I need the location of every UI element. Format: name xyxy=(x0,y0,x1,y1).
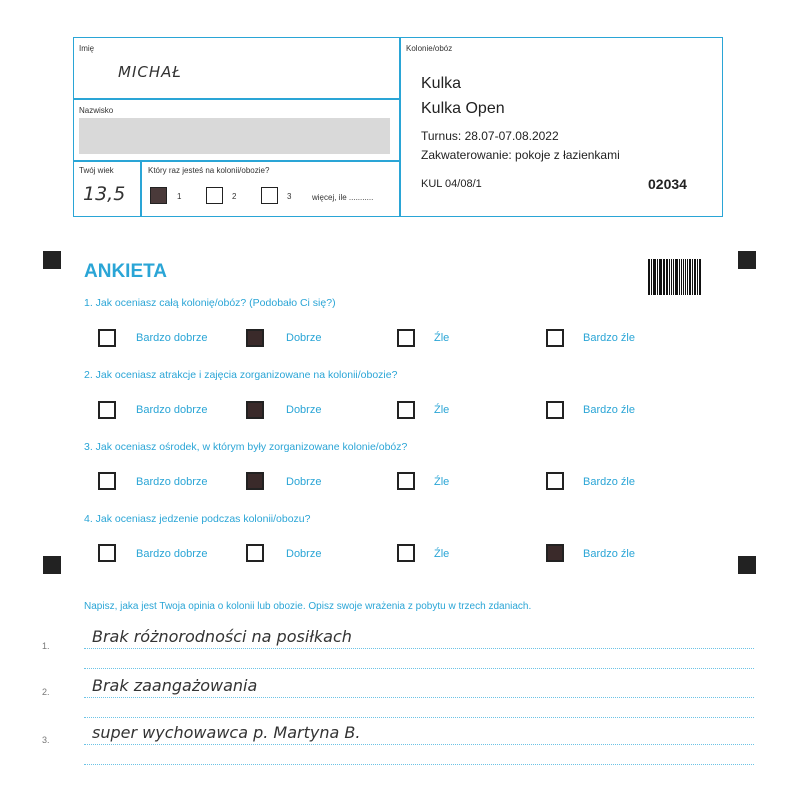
q1-label-zle: Źle xyxy=(434,332,450,344)
barcode-bar xyxy=(651,259,652,295)
wiek-label: Twój wiek xyxy=(79,166,114,175)
barcode-bar xyxy=(663,259,664,295)
q1-box-bardzo-zle[interactable] xyxy=(546,329,564,347)
opinion-line-1-text[interactable]: Brak różnorodności na posiłkach xyxy=(92,627,352,646)
imie-value[interactable]: MICHAŁ xyxy=(118,63,182,81)
opinion-line-2-rule xyxy=(84,697,754,698)
opinion-line-2-number: 2. xyxy=(42,687,50,697)
barcode-bar xyxy=(681,259,682,295)
registration-marker-br xyxy=(738,556,756,574)
barcode-bar xyxy=(669,259,670,295)
form-number: 02034 xyxy=(648,176,687,192)
barcode-bar xyxy=(692,259,693,295)
header-divider-2 xyxy=(73,160,400,162)
opinion-line-1-number: 1. xyxy=(42,641,50,651)
barcode-bar xyxy=(673,259,675,295)
registration-marker-bl xyxy=(43,556,61,574)
q2-label-bardzo-zle: Bardzo źle xyxy=(583,404,635,416)
barcode-bar xyxy=(694,259,697,295)
q4-box-bardzo-zle[interactable] xyxy=(546,544,564,562)
opinion-line-1-rule xyxy=(84,648,754,649)
header-divider-1 xyxy=(73,98,400,100)
q4-box-dobrze[interactable] xyxy=(246,544,264,562)
ktory-raz-option-3: 3 xyxy=(287,192,292,201)
opinion-line-3-text[interactable]: super wychowawca p. Martyna B. xyxy=(92,723,361,742)
q1-label-bardzo-dobrze: Bardzo dobrze xyxy=(136,332,208,344)
q3-box-zle[interactable] xyxy=(397,472,415,490)
barcode-bar xyxy=(679,259,680,295)
q1-box-dobrze[interactable] xyxy=(246,329,264,347)
q2-label-bardzo-dobrze: Bardzo dobrze xyxy=(136,404,208,416)
q3-label-bardzo-dobrze: Bardzo dobrze xyxy=(136,476,208,488)
question-1-text: 1. Jak oceniasz całą kolonię/obóz? (Podobało Ci się?) xyxy=(84,297,336,309)
barcode-bar xyxy=(675,259,678,295)
opinion-line-2-rule-b xyxy=(84,717,754,718)
ktory-raz-checkbox-3[interactable] xyxy=(261,187,278,204)
imie-label: Imię xyxy=(79,44,95,53)
header-divider-vertical xyxy=(399,37,401,217)
registration-marker-tr xyxy=(738,251,756,269)
barcode-bar xyxy=(659,259,662,295)
barcode xyxy=(648,259,702,295)
ktory-raz-option-2: 2 xyxy=(232,192,237,201)
q2-box-dobrze[interactable] xyxy=(246,401,264,419)
zakwaterowanie: Zakwaterowanie: pokoje z łazienkami xyxy=(421,148,620,162)
opinion-line-1-rule-b xyxy=(84,668,754,669)
camp-code: KUL 04/08/1 xyxy=(421,178,482,190)
survey-title: ANKIETA xyxy=(84,261,168,282)
ktory-raz-checkbox-1[interactable] xyxy=(150,187,167,204)
q4-label-bardzo-dobrze: Bardzo dobrze xyxy=(136,548,208,560)
registration-marker-tl xyxy=(43,251,61,269)
camp-name-2: Kulka Open xyxy=(421,100,505,117)
q4-label-bardzo-zle: Bardzo źle xyxy=(583,548,635,560)
q3-box-bardzo-dobrze[interactable] xyxy=(98,472,116,490)
barcode-bar xyxy=(664,259,665,295)
barcode-bar xyxy=(687,259,688,295)
opinion-prompt: Napisz, jaka jest Twoja opinia o kolonii lub obozie. Opisz swoje wrażenia z pobytu w trzech zdaniach. xyxy=(84,601,532,612)
question-2-text: 2. Jak oceniasz atrakcje i zajęcia zorganizowane na kolonii/obozie? xyxy=(84,369,398,381)
barcode-bar xyxy=(697,259,698,295)
q2-label-dobrze: Dobrze xyxy=(286,404,322,416)
barcode-bar xyxy=(666,259,668,295)
opinion-line-2-text[interactable]: Brak zaangażowania xyxy=(92,676,258,695)
barcode-bar xyxy=(648,259,650,295)
barcode-bar xyxy=(653,259,654,295)
q2-box-bardzo-dobrze[interactable] xyxy=(98,401,116,419)
question-3-text: 3. Jak oceniasz ośrodek, w którym były zorganizowane kolonie/obóz? xyxy=(84,441,408,453)
wiecej-label: więcej, ile ........... xyxy=(312,193,374,202)
barcode-bar xyxy=(657,259,658,295)
q1-box-bardzo-dobrze[interactable] xyxy=(98,329,116,347)
ktory-raz-checkbox-2[interactable] xyxy=(206,187,223,204)
barcode-bar xyxy=(671,259,672,295)
q2-box-bardzo-zle[interactable] xyxy=(546,401,564,419)
barcode-bar xyxy=(683,259,685,295)
opinion-line-3-number: 3. xyxy=(42,735,50,745)
q4-label-dobrze: Dobrze xyxy=(286,548,322,560)
q1-label-dobrze: Dobrze xyxy=(286,332,322,344)
turnus: Turnus: 28.07-07.08.2022 xyxy=(421,129,559,143)
q1-label-bardzo-zle: Bardzo źle xyxy=(583,332,635,344)
opinion-line-3-rule xyxy=(84,744,754,745)
barcode-bar xyxy=(699,259,701,295)
barcode-bar xyxy=(654,259,656,295)
q3-label-bardzo-zle: Bardzo źle xyxy=(583,476,635,488)
q4-label-zle: Źle xyxy=(434,548,450,560)
q2-label-zle: Źle xyxy=(434,404,450,416)
ktory-raz-option-1: 1 xyxy=(177,192,182,201)
wiek-value[interactable]: 13,5 xyxy=(83,183,126,205)
barcode-bar xyxy=(685,259,686,295)
nazwisko-label: Nazwisko xyxy=(79,106,114,115)
nazwisko-redacted[interactable] xyxy=(79,118,390,154)
q2-box-zle[interactable] xyxy=(397,401,415,419)
q3-box-dobrze[interactable] xyxy=(246,472,264,490)
question-4-text: 4. Jak oceniasz jedzenie podczas kolonii/obozu? xyxy=(84,513,311,525)
camp-name-1: Kulka xyxy=(421,75,462,92)
kolonie-label: Kolonie/obóz xyxy=(406,44,453,53)
q3-label-zle: Źle xyxy=(434,476,450,488)
barcode-bar xyxy=(689,259,691,295)
opinion-line-3-rule-b xyxy=(84,764,754,765)
q4-box-zle[interactable] xyxy=(397,544,415,562)
q4-box-bardzo-dobrze[interactable] xyxy=(98,544,116,562)
ktory-raz-label: Który raz jesteś na kolonii/obozie? xyxy=(148,166,270,175)
q3-label-dobrze: Dobrze xyxy=(286,476,322,488)
header-divider-age xyxy=(140,160,142,217)
q1-box-zle[interactable] xyxy=(397,329,415,347)
q3-box-bardzo-zle[interactable] xyxy=(546,472,564,490)
